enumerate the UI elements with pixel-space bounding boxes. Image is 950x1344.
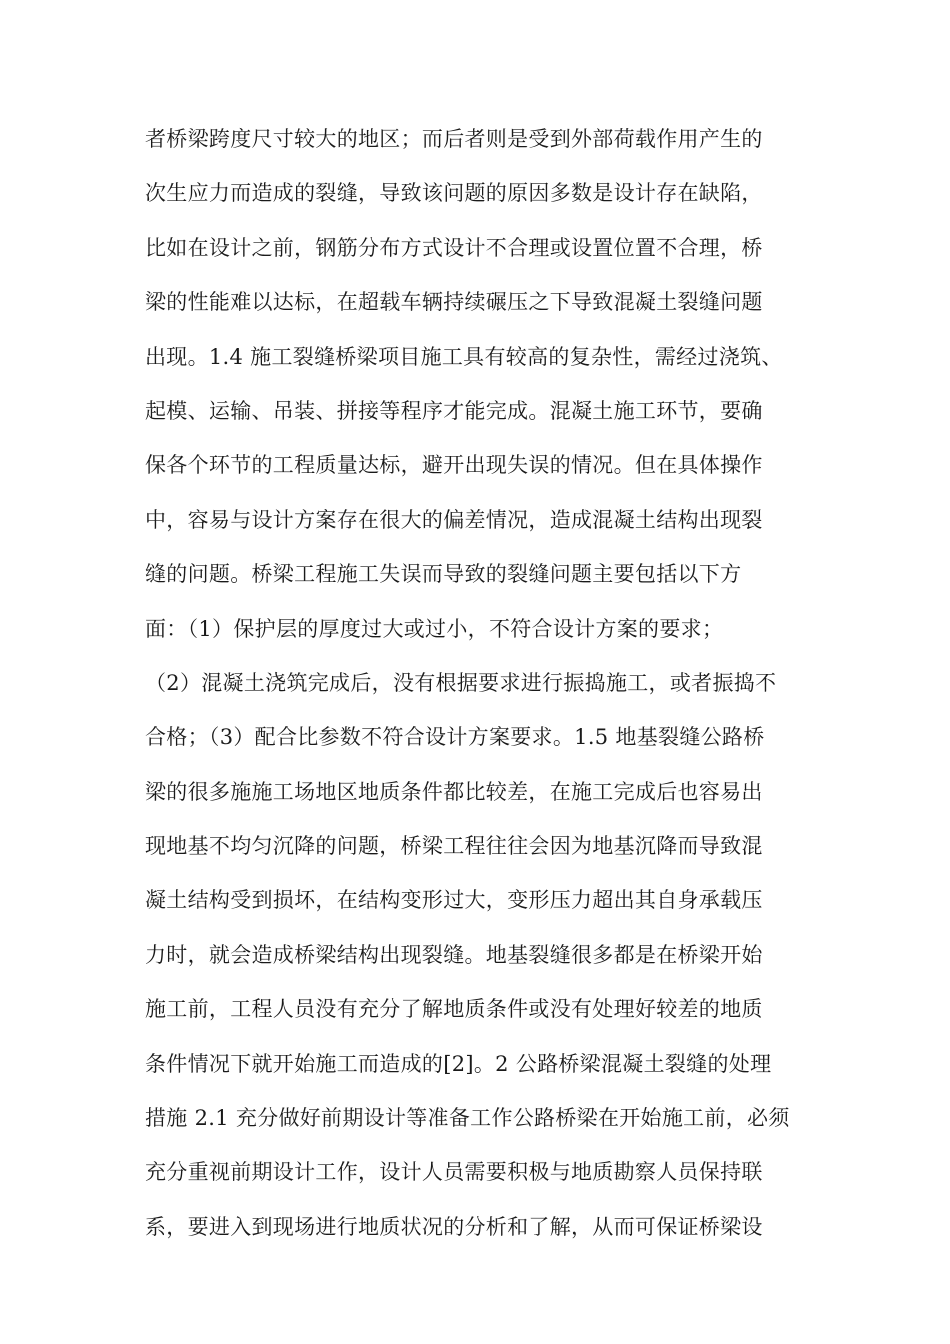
text-line: 中，容易与设计方案存在很大的偏差情况，造成混凝土结构出现裂 (145, 507, 763, 532)
text-line: 出现。1.4 施工裂缝桥梁项目施工具有较高的复杂性，需经过浇筑、 (145, 344, 783, 369)
text-line: 措施 2.1 充分做好前期设计等准备工作公路桥梁在开始施工前，必须 (145, 1106, 790, 1131)
text-line: 合格；（3）配合比参数不符合设计方案要求。1.5 地基裂缝公路桥 (145, 725, 765, 750)
text-line: 力时，就会造成桥梁结构出现裂缝。地基裂缝很多都是在桥梁开始 (145, 942, 763, 967)
text-line: 条件情况下就开始施工而造成的[2]。2 公路桥梁混凝土裂缝的处理 (145, 1051, 772, 1076)
text-line: 凝土结构受到损坏，在结构变形过大，变形压力超出其自身承载压 (145, 888, 763, 913)
text-line: 者桥梁跨度尺寸较大的地区；而后者则是受到外部荷载作用产生的 (145, 127, 763, 151)
body-text (145, 112, 815, 1254)
text-line: 保各个环节的工程质量达标，避开出现失误的情况。但在具体操作 (145, 453, 763, 478)
text-line: 比如在设计之前，钢筋分布方式设计不合理或设置位置不合理，桥 (145, 235, 763, 260)
text-line: 现地基不均匀沉降的问题，桥梁工程往往会因为地基沉降而导致混 (145, 834, 763, 859)
text-line: 缝的问题。桥梁工程施工失误而导致的裂缝问题主要包括以下方 (145, 562, 742, 587)
text-line: 起模、运输、吊装、拼接等程序才能完成。混凝土施工环节，要确 (145, 398, 763, 423)
text-line: 次生应力而造成的裂缝，导致该问题的原因多数是设计存在缺陷， (145, 181, 763, 206)
text-line: 充分重视前期设计工作，设计人员需要积极与地质勘察人员保持联 (145, 1160, 763, 1185)
text-line: 面：（1）保护层的厚度过大或过小，不符合设计方案的要求； (145, 616, 724, 641)
text-line: 系，要进入到现场进行地质状况的分析和了解，从而可保证桥梁设 (145, 1214, 763, 1239)
text-line: 梁的性能难以达标，在超载车辆持续碾压之下导致混凝土裂缝问题 (145, 290, 763, 315)
text-line: （2）混凝土浇筑完成后，没有根据要求进行振捣施工，或者振捣不 (145, 670, 777, 695)
text-line: 施工前，工程人员没有充分了解地质条件或没有处理好较差的地质 (145, 997, 763, 1022)
text-line: 梁的很多施施工场地区地质条件都比较差，在施工完成后也容易出 (145, 779, 763, 804)
